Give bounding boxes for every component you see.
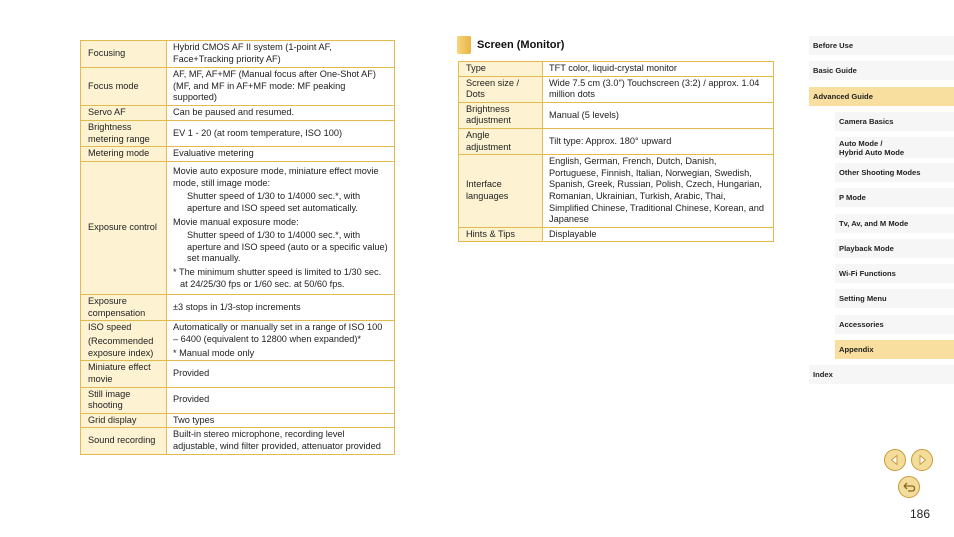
table-row bbox=[81, 361, 395, 387]
table-row bbox=[81, 321, 395, 361]
iso-sublabel: (Recommended exposure index) bbox=[88, 336, 154, 358]
row-label: Servo AF bbox=[81, 106, 167, 121]
section-title: Screen (Monitor) bbox=[477, 39, 565, 51]
exposure-line: Movie auto exposure mode, miniature effect movie mode, still image mode: bbox=[173, 166, 379, 188]
footnote: * The minimum shutter speed is limited to 1/30 sec. at 24/25/30 fps or 1/60 sec. at 50/60 fps. bbox=[173, 266, 382, 289]
table-row bbox=[81, 41, 395, 68]
row-value: Two types bbox=[167, 413, 395, 428]
table-row bbox=[81, 387, 395, 413]
row-label: Exposure control bbox=[81, 162, 167, 295]
return-icon bbox=[902, 481, 916, 493]
row-value: Built-in stereo microphone, recording level adjustable, wind filter provided, attenuator provided bbox=[167, 428, 395, 454]
nav-before-use[interactable]: Before Use bbox=[809, 36, 954, 55]
table-row bbox=[81, 295, 395, 321]
nav-playback-mode[interactable]: Playback Mode bbox=[835, 239, 954, 258]
row-value: Wide 7.5 cm (3.0") Touchscreen (3:2) / approx. 1.04 million dots bbox=[543, 76, 774, 102]
row-value: ±3 stops in 1/3-stop increments bbox=[167, 295, 395, 321]
nav-accessories[interactable]: Accessories bbox=[835, 315, 954, 334]
table-row bbox=[81, 106, 395, 121]
page-number: 186 bbox=[910, 507, 931, 521]
row-value: EV 1 - 20 (at room temperature, ISO 100) bbox=[167, 121, 395, 147]
row-label: Miniature effect movie bbox=[81, 361, 167, 387]
row-label: Type bbox=[459, 62, 543, 77]
return-button[interactable] bbox=[898, 476, 920, 498]
table-row bbox=[81, 413, 395, 428]
table-row bbox=[459, 102, 774, 128]
row-label: Brightness metering range bbox=[81, 121, 167, 147]
nav-tv-av-m-mode[interactable]: Tv, Av, and M Mode bbox=[835, 214, 954, 233]
arrow-left-icon bbox=[889, 454, 901, 466]
row-value: TFT color, liquid-crystal monitor bbox=[543, 62, 774, 77]
row-label: Hints & Tips bbox=[459, 227, 543, 242]
row-label: Sound recording bbox=[81, 428, 167, 454]
table-row bbox=[459, 76, 774, 102]
row-label: Brightness adjustment bbox=[459, 102, 543, 128]
row-label: Grid display bbox=[81, 413, 167, 428]
iso-label: ISO speed bbox=[88, 322, 132, 333]
table-row bbox=[81, 68, 395, 106]
table-row bbox=[81, 121, 395, 147]
row-value: Tilt type: Approx. 180° upward bbox=[543, 128, 774, 154]
row-label: Exposure compensation bbox=[81, 295, 167, 321]
row-value: Provided bbox=[167, 387, 395, 413]
exposure-line: Shutter speed of 1/30 to 1/4000 sec.*, with aperture and ISO speed set automatically. bbox=[187, 191, 361, 213]
row-value: AF, MF, AF+MF (Manual focus after One-Shot AF) (MF, and MF in AF+MF mode: MF peaking supported) bbox=[167, 68, 395, 106]
footnote: * Manual mode only bbox=[173, 347, 255, 358]
row-value bbox=[167, 162, 395, 295]
row-label: Angle adjustment bbox=[459, 128, 543, 154]
nav-p-mode[interactable]: P Mode bbox=[835, 188, 954, 207]
iso-value: Automatically or manually set in a range of ISO 100 – 6400 (equivalent to 12800 when expanded)* bbox=[173, 322, 383, 345]
row-value: Provided bbox=[167, 361, 395, 387]
section-heading bbox=[457, 36, 564, 54]
nav-setting-menu[interactable]: Setting Menu bbox=[835, 289, 954, 308]
specifications-table bbox=[80, 40, 395, 455]
nav-label: Auto Mode / bbox=[839, 138, 883, 148]
arrow-right-icon bbox=[916, 454, 928, 466]
screen-specifications-table bbox=[458, 61, 774, 242]
nav-basic-guide[interactable]: Basic Guide bbox=[809, 61, 954, 80]
row-value: English, German, French, Dutch, Danish, Portuguese, Finnish, Italian, Norwegian, Swedish, Spanish, Greek, Russian, Polish, Czech, Hungarian, Romanian, Ukrainian, Turkish, Arabic, Thai, Simplified Chinese, Traditional Chinese, Korean, and Japanese bbox=[543, 155, 774, 228]
row-label bbox=[81, 321, 167, 361]
row-value: Displayable bbox=[543, 227, 774, 242]
nav-index[interactable]: Index bbox=[809, 365, 954, 384]
table-row bbox=[81, 428, 395, 454]
row-value: Can be paused and resumed. bbox=[167, 106, 395, 121]
table-row bbox=[459, 128, 774, 154]
row-label: Screen size / Dots bbox=[459, 76, 543, 102]
nav-appendix[interactable]: Appendix bbox=[835, 340, 954, 359]
table-row bbox=[459, 62, 774, 77]
exposure-line: Movie manual exposure mode: bbox=[173, 216, 299, 227]
row-value bbox=[167, 321, 395, 361]
row-label: Still image shooting bbox=[81, 387, 167, 413]
nav-other-shooting-modes[interactable]: Other Shooting Modes bbox=[835, 163, 954, 182]
row-value: Manual (5 levels) bbox=[543, 102, 774, 128]
previous-page-button[interactable] bbox=[884, 449, 906, 471]
heading-marker bbox=[457, 36, 471, 54]
table-row bbox=[81, 162, 395, 295]
nav-advanced-guide[interactable]: Advanced Guide bbox=[809, 87, 954, 106]
row-value: Hybrid CMOS AF II system (1-point AF, Face+Tracking priority AF) bbox=[167, 41, 395, 68]
nav-label: Hybrid Auto Mode bbox=[839, 147, 905, 157]
nav-auto-mode[interactable] bbox=[835, 137, 954, 158]
table-row bbox=[81, 147, 395, 162]
row-label: Focusing bbox=[81, 41, 167, 68]
table-row bbox=[459, 227, 774, 242]
nav-camera-basics[interactable]: Camera Basics bbox=[835, 112, 954, 131]
row-label: Focus mode bbox=[81, 68, 167, 106]
nav-wifi-functions[interactable]: Wi-Fi Functions bbox=[835, 264, 954, 283]
next-page-button[interactable] bbox=[911, 449, 933, 471]
row-value: Evaluative metering bbox=[167, 147, 395, 162]
table-row bbox=[459, 155, 774, 228]
row-label: Interface languages bbox=[459, 155, 543, 228]
row-label: Metering mode bbox=[81, 147, 167, 162]
exposure-line: Shutter speed of 1/30 to 1/4000 sec.*, with aperture and ISO speed (auto or a specific value) set manually. bbox=[187, 230, 388, 264]
